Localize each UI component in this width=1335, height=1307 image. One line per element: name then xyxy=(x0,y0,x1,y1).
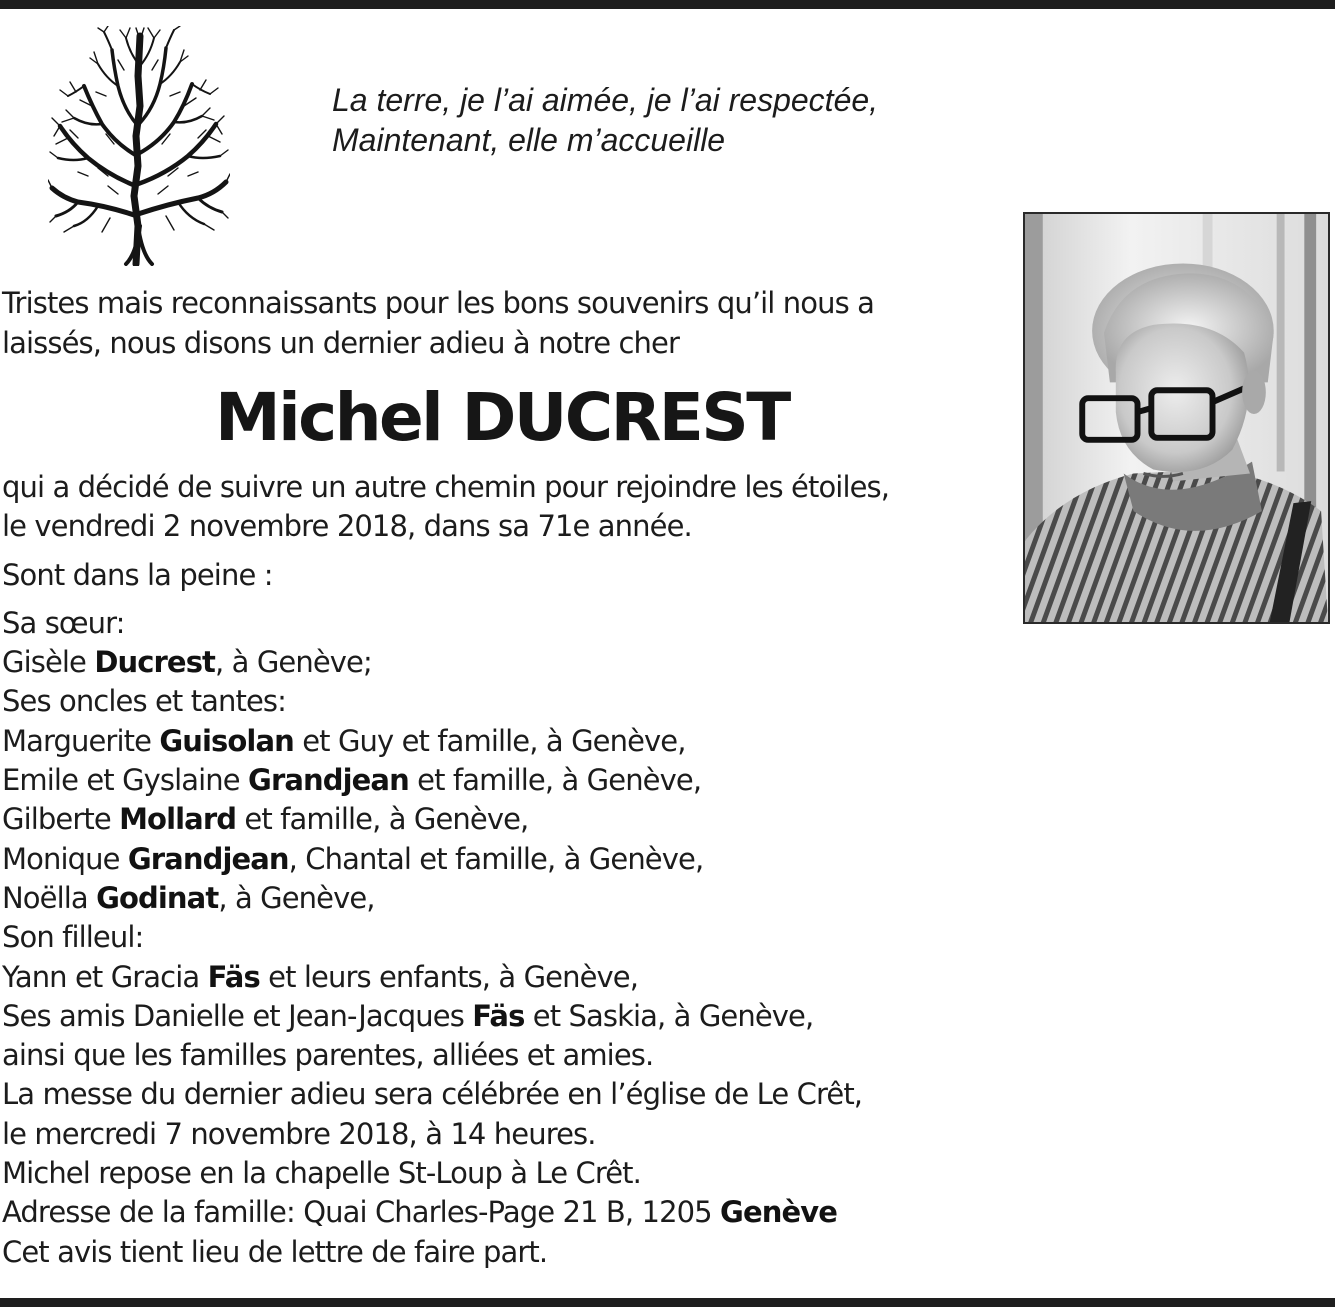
intro-line: laissés, nous disons un dernier adieu à notre cher xyxy=(2,326,679,360)
family-surname: Fäs xyxy=(472,998,525,1033)
epigraph-line: Maintenant, elle m’accueille xyxy=(332,122,726,158)
family-member-line: Noëlla Godinat, à Genève, xyxy=(2,880,375,915)
epigraph-line: La terre, je l’ai aimée, je l’ai respectée, xyxy=(332,82,879,118)
obituary-body xyxy=(2,468,1002,1272)
announcement-line: qui a décidé de suivre un autre chemin pour rejoindre les étoiles, xyxy=(2,470,890,504)
ceremony-line: le mercredi 7 novembre 2018, à 14 heures. xyxy=(2,1116,596,1151)
family-member-line: Yann et Gracia Fäs et leurs enfants, à Genève, xyxy=(2,959,639,994)
family-surname: Grandjean xyxy=(248,763,409,798)
closing-line: Cet avis tient lieu de lettre de faire part. xyxy=(2,1234,548,1269)
relatives-line: ainsi que les familles parentes, alliées et amies. xyxy=(2,1038,654,1073)
family-member-line: Monique Grandjean, Chantal et famille, à Genève, xyxy=(2,841,704,876)
family-member-line: Gisèle Ducrest, à Genève; xyxy=(2,645,372,680)
family-surname: Godinat xyxy=(96,880,219,915)
intro-line: Tristes mais reconnaissants pour les bons souvenirs qu’il nous a xyxy=(2,286,874,320)
family-surname: Fäs xyxy=(207,959,260,994)
family-surname: Guisolan xyxy=(159,723,294,758)
family-address: Adresse de la famille: Quai Charles-Page 21 B, 1205 Genève xyxy=(2,1195,838,1230)
intro-paragraph xyxy=(2,283,1002,363)
ceremony-line: La messe du dernier adieu sera célébrée en l’église de Le Crêt, xyxy=(2,1077,863,1112)
bare-tree-icon xyxy=(48,26,230,266)
announcement-line: le vendredi 2 novembre 2018, dans sa 71e année. xyxy=(2,509,692,544)
family-member-line: Marguerite Guisolan et Guy et famille, à Genève, xyxy=(2,723,686,758)
friends-line: Ses amis Danielle et Jean-Jacques Fäs et Saskia, à Genève, xyxy=(2,998,814,1033)
address-city: Genève xyxy=(720,1195,838,1230)
deceased-name: Michel DUCREST xyxy=(215,379,789,456)
godson-heading: Son filleul: xyxy=(2,920,144,955)
family-member-line: Emile et Gyslaine Grandjean et famille, à Genève, xyxy=(2,763,702,798)
sister-heading: Sa sœur: xyxy=(2,605,125,640)
uncles-heading: Ses oncles et tantes: xyxy=(2,684,287,719)
family-surname: Grandjean xyxy=(127,841,289,876)
family-surname: Ducrest xyxy=(94,645,216,680)
family-surname: Mollard xyxy=(119,802,237,837)
epigraph-quote xyxy=(332,80,878,160)
portrait-photo xyxy=(1023,212,1330,624)
mourners-heading: Sont dans la peine : xyxy=(2,557,273,592)
family-member-line: Gilberte Mollard et famille, à Genève, xyxy=(2,802,529,837)
ceremony-line: Michel repose en la chapelle St-Loup à Le Crêt. xyxy=(2,1156,641,1191)
bottom-rule xyxy=(0,1298,1335,1307)
top-rule xyxy=(0,0,1335,9)
